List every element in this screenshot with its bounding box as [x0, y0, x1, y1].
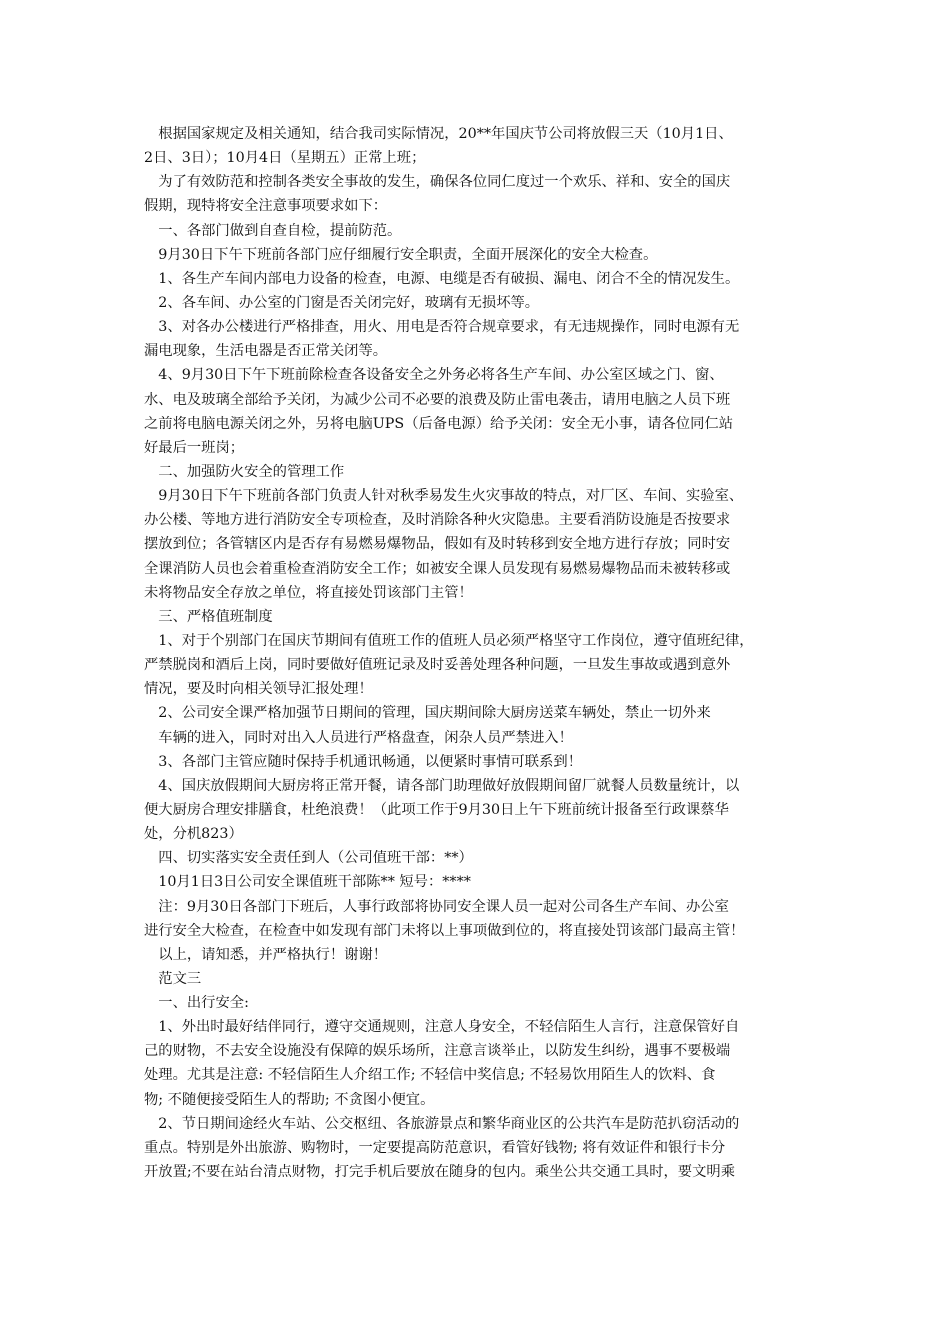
text-line: 根据国家规定及相关通知，结合我司实际情况，20**年国庆节公司将放假三天（10月1日、 [144, 126, 733, 142]
text-line: 办公楼、等地方进行消防安全专项检查，及时消除各种火灾隐患。主要看消防设施是否按要求 [144, 512, 731, 529]
text-line: 之前将电脑电源关闭之外，另将电脑UPS（后备电源）给予关闭：安全无小事，请各位同仁站 [144, 415, 734, 432]
text-line: 范文三 [144, 970, 202, 987]
text-line: 1、对于个别部门在国庆节期间有值班工作的值班人员必须严格坚守工作岗位，遵守值班纪律， [144, 632, 754, 649]
text-line: 情况，要及时向相关领导汇报处理！ [144, 681, 373, 698]
text-line: 1、外出时最好结伴同行，遵守交通规则，注意人身安全，不轻信陌生人言行，注意保管好自 [144, 1019, 740, 1036]
text-line: 处，分机823） [144, 826, 243, 843]
text-line: 2日、3日）；10月4日（星期五）正常上班； [144, 150, 426, 167]
text-line: 物; 不随便接受陌生人的帮助; 不贪图小便宜。 [144, 1091, 435, 1108]
text-line: 注：9月30日各部门下班后，人事行政部将协同安全课人员一起对公司各生产车间、办公室 [144, 898, 729, 915]
text-line: 开放置;不要在站台清点财物，打完手机后要放在随身的包内。乘坐公共交通工具时，要文明乘 [144, 1164, 735, 1181]
text-line: 全课消防人员也会着重检查消防安全工作；如被安全课人员发现有易燃易爆物品而未被转移或 [144, 560, 731, 577]
document-body [144, 122, 812, 1184]
text-line: 3、各部门主管应随时保持手机通讯畅通，以便紧时事情可联系到！ [144, 753, 582, 770]
text-line: 未将物品安全存放之单位，将直接处罚该部门主管！ [144, 584, 473, 601]
text-line: 9月30日下午下班前各部门负责人针对秋季易发生火灾事故的特点，对厂区、车间、实验室、 [144, 488, 744, 505]
text-line: 10月1日3日公司安全课值班干部陈** 短号：**** [144, 874, 471, 891]
text-line: 摆放到位；各管辖区内是否存有易燃易爆物品，假如有及时转移到安全地方进行存放；同时安 [144, 536, 731, 553]
text-line: 便大厨房合理安排膳食，杜绝浪费！（此项工作于9月30日上午下班前统计报备至行政课蔡华 [144, 801, 729, 818]
text-line: 进行安全大检查，在检查中如发现有部门未将以上事项做到位的，将直接处罚该部门最高主管！ [144, 922, 745, 939]
text-line: 三、严格值班制度 [144, 608, 273, 625]
text-line: 一、出行安全: [144, 995, 249, 1012]
text-line: 1、各生产车间内部电力设备的检查，电源、电缆是否有破损、漏电、闭合不全的情况发生。 [144, 270, 740, 287]
text-line: 3、对各办公楼进行严格排查，用火、用电是否符合规章要求，有无违规操作，同时电源有无 [144, 319, 740, 336]
text-line: 2、公司安全课严格加强节日期间的管理，国庆期间除大厨房送菜车辆处，禁止一切外来 [144, 705, 711, 722]
text-line: 为了有效防范和控制各类安全事故的发生，确保各位同仁度过一个欢乐、祥和、安全的国庆 [144, 174, 731, 191]
text-line: 己的财物，不去安全设施没有保障的娱乐场所，注意言谈举止，以防发生纠纷，遇事不要极端 [144, 1043, 731, 1060]
text-line: 一、各部门做到自查自检，提前防范。 [144, 222, 402, 239]
text-line: 二、加强防火安全的管理工作 [144, 463, 345, 480]
text-line: 漏电现象，生活电器是否正常关闭等。 [144, 343, 388, 360]
text-line: 9月30日下午下班前各部门应仔细履行安全职责，全面开展深化的安全大检查。 [144, 246, 658, 263]
text-line: 好最后一班岗； [144, 439, 245, 456]
text-line: 2、各车间、办公室的门窗是否关闭完好，玻璃有无损坏等。 [144, 294, 540, 311]
text-line: 4、9月30日下午下班前除检查各设备安全之外务必将各生产车间、办公室区域之门、窗、 [144, 367, 724, 384]
text-line: 处理。尤其是注意: 不轻信陌生人介绍工作; 不轻信中奖信息; 不轻易饮用陌生人的饮料、食 [144, 1067, 716, 1084]
text-line: 水、电及玻璃全部给予关闭，为减少公司不必要的浪费及防止雷电袭击，请用电脑之人员下班 [144, 391, 731, 408]
text-line: 2、节日期间途经火车站、公交枢纽、各旅游景点和繁华商业区的公共汽车是防范扒窃活动的 [144, 1115, 740, 1132]
text-line: 四、切实落实安全责任到人（公司值班干部：**） [144, 850, 473, 867]
text-line: 重点。特别是外出旅游、购物时，一定要提高防范意识，看管好钱物; 将有效证件和银行卡分 [144, 1139, 726, 1156]
text-line: 假期，现特将安全注意事项要求如下： [144, 198, 388, 215]
text-line: 以上，请知悉，并严格执行！谢谢！ [144, 946, 388, 963]
text-line: 车辆的进入，同时对出入人员进行严格盘查，闲杂人员严禁进入！ [144, 729, 573, 746]
text-line: 严禁脱岗和酒后上岗，同时要做好值班记录及时妥善处理各种问题，一旦发生事故或遇到意外 [144, 657, 731, 674]
text-line: 4、国庆放假期间大厨房将正常开餐，请各部门助理做好放假期间留厂就餐人员数量统计，以 [144, 777, 740, 794]
